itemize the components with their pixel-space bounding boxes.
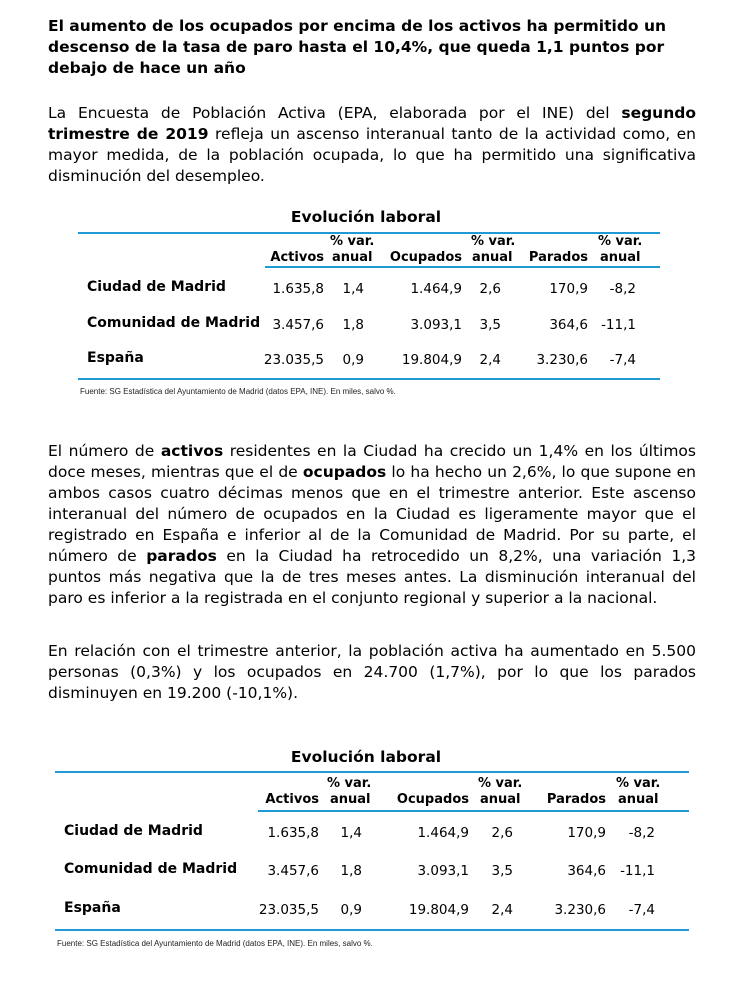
cell-activos: 23.035,5 xyxy=(263,352,324,368)
body-text-3: lo ha hecho un 2,6%, lo que supone en ambos casos cuatro décimas menos que en el trimestre anterior. Este ascenso interanual del número de ocupados en la Ciudad es ligeramente mayor que el registrado en España e inferior al de la Comunidad de Madrid. Por su parte, el número de xyxy=(48,463,696,565)
cell-var-parados: -7,4 xyxy=(628,902,655,918)
cell-var-ocupados: 2,6 xyxy=(479,281,501,297)
table-1-header-parados: Parados xyxy=(528,250,588,265)
cell-activos: 3.457,6 xyxy=(267,863,319,879)
table-2-header-var-1: % var. xyxy=(327,776,372,791)
row-label: Comunidad de Madrid xyxy=(87,315,261,331)
table-2-header-var-2: % var. xyxy=(478,776,523,791)
cell-var-activos: 1,4 xyxy=(342,281,364,297)
cell-ocupados: 19.804,9 xyxy=(401,352,462,368)
cell-var-activos: 1,8 xyxy=(340,863,362,879)
table-1-header-anual-3: anual xyxy=(600,250,641,265)
body-text-2: residentes en la Ciudad ha crecido un 1,4% en los últimos doce meses, mientras que el de xyxy=(48,442,696,481)
body-text-1: El número de xyxy=(48,442,161,460)
table-1-header-var-1: % var. xyxy=(330,234,375,249)
cell-activos: 1.635,8 xyxy=(267,825,319,841)
cell-var-activos: 0,9 xyxy=(340,902,362,918)
cell-var-parados: -8,2 xyxy=(609,281,636,297)
cell-var-parados: -11,1 xyxy=(601,317,636,333)
cell-ocupados: 3.093,1 xyxy=(410,317,462,333)
table-1-header-ocupados: Ocupados xyxy=(389,250,462,265)
body-bold-activos: activos xyxy=(160,442,224,460)
cell-parados: 3.230,6 xyxy=(554,902,606,918)
cell-activos: 23.035,5 xyxy=(258,902,319,918)
table-2-top-rule xyxy=(55,771,689,773)
cell-var-ocupados: 2,4 xyxy=(479,352,501,368)
row-label: Ciudad de Madrid xyxy=(64,823,203,839)
table-2-header-anual-1: anual xyxy=(330,792,371,807)
cell-parados: 170,9 xyxy=(567,825,606,841)
cell-parados: 364,6 xyxy=(549,317,588,333)
row-label: Ciudad de Madrid xyxy=(87,279,226,295)
cell-var-parados: -8,2 xyxy=(628,825,655,841)
table-1-header-var-3: % var. xyxy=(598,234,643,249)
body-text-4: en la Ciudad ha retrocedido un 8,2%, una variación 1,3 puntos más negativa que la de tres meses antes. La disminución interanual del paro es inferior a la registrada en el conjunto regional y superior a la nacional. xyxy=(48,547,696,607)
cell-var-ocupados: 3,5 xyxy=(479,317,501,333)
table-1-header-anual-1: anual xyxy=(332,250,373,265)
intro-text-1: La Encuesta de Población Activa (EPA, elaborada por el INE) del xyxy=(48,104,622,122)
table-2-header-parados: Parados xyxy=(546,792,606,807)
intro-bold-period: segundo trimestre de 2019 xyxy=(48,104,696,143)
intro-text-2: refleja un ascenso interanual tanto de la actividad como, en mayor medida, de la población ocupada, lo que ha permitido una significativa disminución del desempleo. xyxy=(48,125,696,185)
body-paragraph-1 xyxy=(48,441,696,609)
row-label: Comunidad de Madrid xyxy=(64,861,238,877)
cell-var-activos: 0,9 xyxy=(342,352,364,368)
table-1-title: Evolución laboral xyxy=(290,208,442,226)
table-2-header-anual-2: anual xyxy=(480,792,521,807)
cell-var-activos: 1,4 xyxy=(340,825,362,841)
cell-ocupados: 1.464,9 xyxy=(417,825,469,841)
table-2-header-rule xyxy=(258,810,689,812)
cell-ocupados: 19.804,9 xyxy=(408,902,469,918)
table-2-source: Fuente: SG Estadística del Ayuntamiento de Madrid (datos EPA, INE). En miles, salvo %. xyxy=(57,939,373,948)
table-2-title: Evolución laboral xyxy=(290,748,442,766)
cell-var-ocupados: 3,5 xyxy=(491,863,513,879)
cell-parados: 364,6 xyxy=(567,863,606,879)
row-label: España xyxy=(87,350,144,366)
cell-activos: 1.635,8 xyxy=(272,281,324,297)
table-1-bottom-rule xyxy=(78,378,660,380)
cell-parados: 3.230,6 xyxy=(536,352,588,368)
cell-ocupados: 1.464,9 xyxy=(410,281,462,297)
body-paragraph-2: En relación con el trimestre anterior, la población activa ha aumentado en 5.500 personas (0,3%) y los ocupados en 24.700 (1,7%), por lo que los parados disminuyen en 19.200 (-10,1%). xyxy=(48,642,696,702)
cell-activos: 3.457,6 xyxy=(272,317,324,333)
table-1-header-rule xyxy=(265,266,660,268)
intro-paragraph xyxy=(48,103,696,187)
table-2-header-ocupados: Ocupados xyxy=(396,792,469,807)
body-bold-parados: parados xyxy=(146,547,217,565)
cell-var-activos: 1,8 xyxy=(342,317,364,333)
table-2-header-anual-3: anual xyxy=(618,792,659,807)
table-1-header-var-2: % var. xyxy=(471,234,516,249)
headline: El aumento de los ocupados por encima de los activos ha permitido un descenso de la tasa de paro hasta el 10,4%, que queda 1,1 puntos por debajo de hace un año xyxy=(48,17,667,77)
row-label: España xyxy=(64,900,121,916)
table-2-header-var-3: % var. xyxy=(616,776,661,791)
table-2-bottom-rule xyxy=(55,929,689,931)
cell-var-parados: -11,1 xyxy=(620,863,655,879)
table-1-header-anual-2: anual xyxy=(472,250,513,265)
body-bold-ocupados: ocupados xyxy=(302,463,387,481)
cell-var-parados: -7,4 xyxy=(609,352,636,368)
cell-ocupados: 3.093,1 xyxy=(417,863,469,879)
cell-parados: 170,9 xyxy=(549,281,588,297)
table-1-source: Fuente: SG Estadística del Ayuntamiento de Madrid (datos EPA, INE). En miles, salvo %. xyxy=(80,387,396,396)
cell-var-ocupados: 2,6 xyxy=(491,825,513,841)
table-1-header-activos: Activos xyxy=(270,250,324,265)
table-2-header-activos: Activos xyxy=(265,792,319,807)
cell-var-ocupados: 2,4 xyxy=(491,902,513,918)
